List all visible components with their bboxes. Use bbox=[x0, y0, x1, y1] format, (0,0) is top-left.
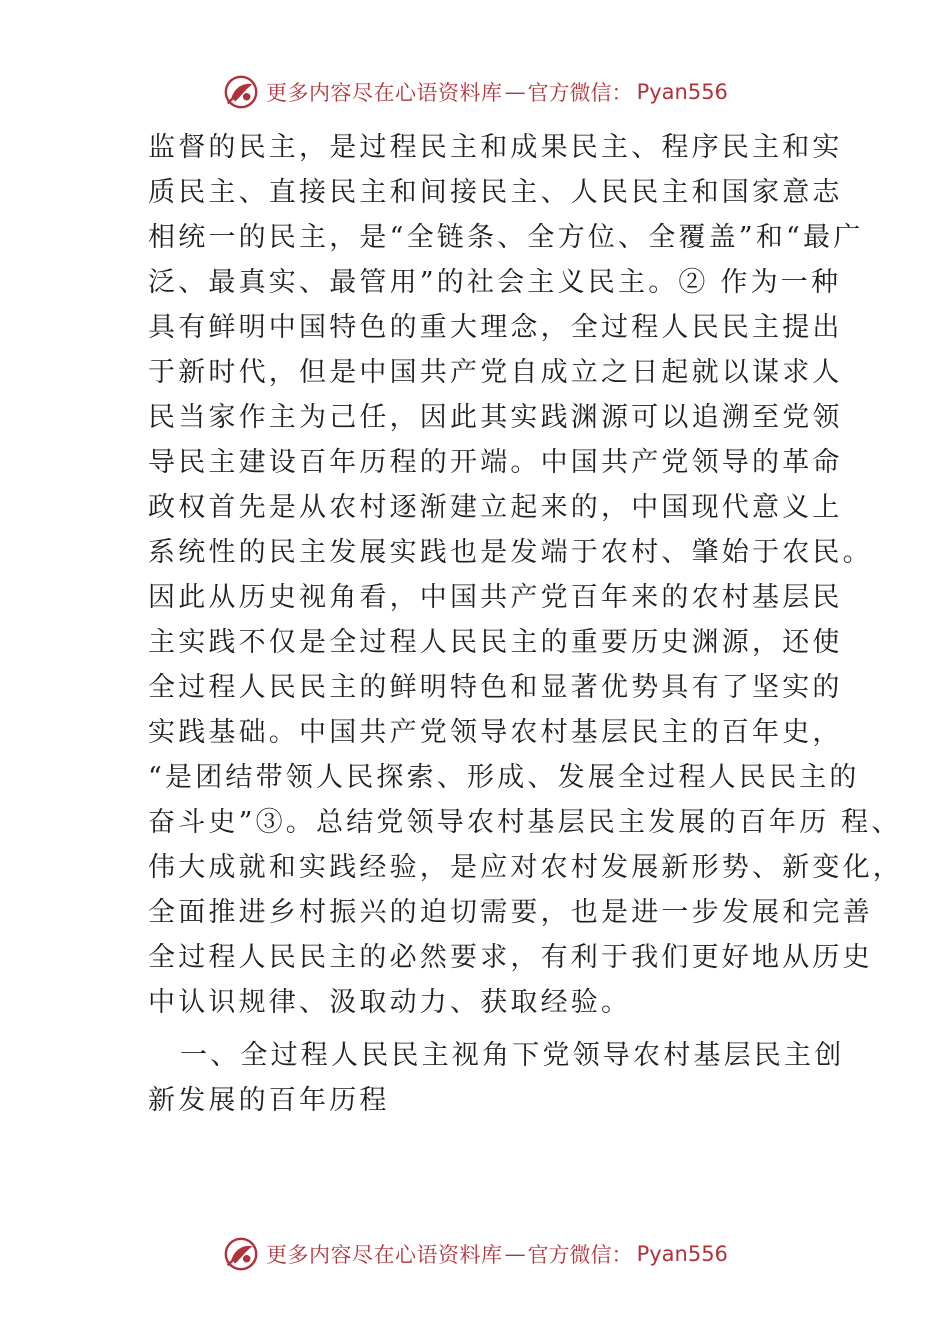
body-line: 质民主、直接民主和间接民主、人民民主和国家意志 bbox=[148, 177, 843, 208]
body-line: 因此从历史视角看，中国共产党百年来的农村基层民 bbox=[148, 582, 843, 613]
banner-site-text: 更多内容尽在心语资料库 bbox=[266, 81, 503, 105]
body-line: 系统性的民主发展实践也是发端于农村、肇始于农民。 bbox=[148, 537, 873, 568]
banner-wechat-label: 官方微信： bbox=[527, 81, 633, 105]
body-line: 具有鲜明中国特色的重大理念，全过程人民民主提出 bbox=[148, 312, 843, 343]
banner-separator: — bbox=[504, 1242, 526, 1266]
body-line: 全过程人民民主的鲜明特色和显著优势具有了坚实的 bbox=[148, 672, 843, 703]
banner-wechat-id: Pyan556 bbox=[636, 80, 728, 104]
body-line: 导民主建设百年历程的开端。中国共产党领导的革命 bbox=[148, 447, 843, 478]
banner-wechat-label: 官方微信： bbox=[527, 1243, 633, 1267]
banner-site-text: 更多内容尽在心语资料库 bbox=[266, 1243, 503, 1267]
body-line: 民当家作主为己任，因此其实践渊源可以追溯至党领 bbox=[148, 402, 843, 433]
body-line: 泛、最真实、最管用”的社会主义民主。② 作为一种 bbox=[148, 267, 842, 298]
body-line: 伟大成就和实践经验，是应对农村发展新形势、新变化， bbox=[148, 852, 903, 883]
footer-watermark bbox=[0, 1232, 950, 1276]
body-line: 全过程人民民主的必然要求，有利于我们更好地从历史 bbox=[148, 942, 873, 973]
body-line: 全面推进乡村振兴的迫切需要，也是进一步发展和完善 bbox=[148, 897, 873, 928]
body-line: 政权首先是从农村逐渐建立起来的，中国现代意义上 bbox=[148, 492, 843, 523]
body-line: 于新时代，但是中国共产党自成立之日起就以谋求人 bbox=[148, 357, 843, 388]
banner-separator: — bbox=[504, 80, 526, 104]
body-line: 奋斗史”③。总结党领导农村基层民主发展的百年历 程、 bbox=[148, 807, 902, 838]
body-line: 实践基础。中国共产党领导农村基层民主的百年史， bbox=[148, 717, 843, 748]
body-line: “是团结带领人民探索、形成、发展全过程人民民主的 bbox=[148, 762, 860, 793]
body-line: 中认识规律、汲取动力、获取经验。 bbox=[148, 987, 632, 1018]
section-heading-line: 新发展的百年历程 bbox=[148, 1085, 390, 1116]
header-watermark bbox=[0, 70, 950, 114]
section-heading-line: 一、全过程人民民主视角下党领导农村基层民主创 bbox=[180, 1040, 845, 1071]
banner-wechat-id: Pyan556 bbox=[636, 1242, 728, 1266]
brand-logo-icon bbox=[222, 1235, 260, 1273]
body-line: 监督的民主，是过程民主和成果民主、程序民主和实 bbox=[148, 132, 843, 163]
body-line: 相统一的民主，是“全链条、全方位、全覆盖”和“最广 bbox=[148, 222, 864, 253]
body-line: 主实践不仅是全过程人民民主的重要历史渊源，还使 bbox=[148, 627, 843, 658]
brand-logo-icon bbox=[222, 73, 260, 111]
